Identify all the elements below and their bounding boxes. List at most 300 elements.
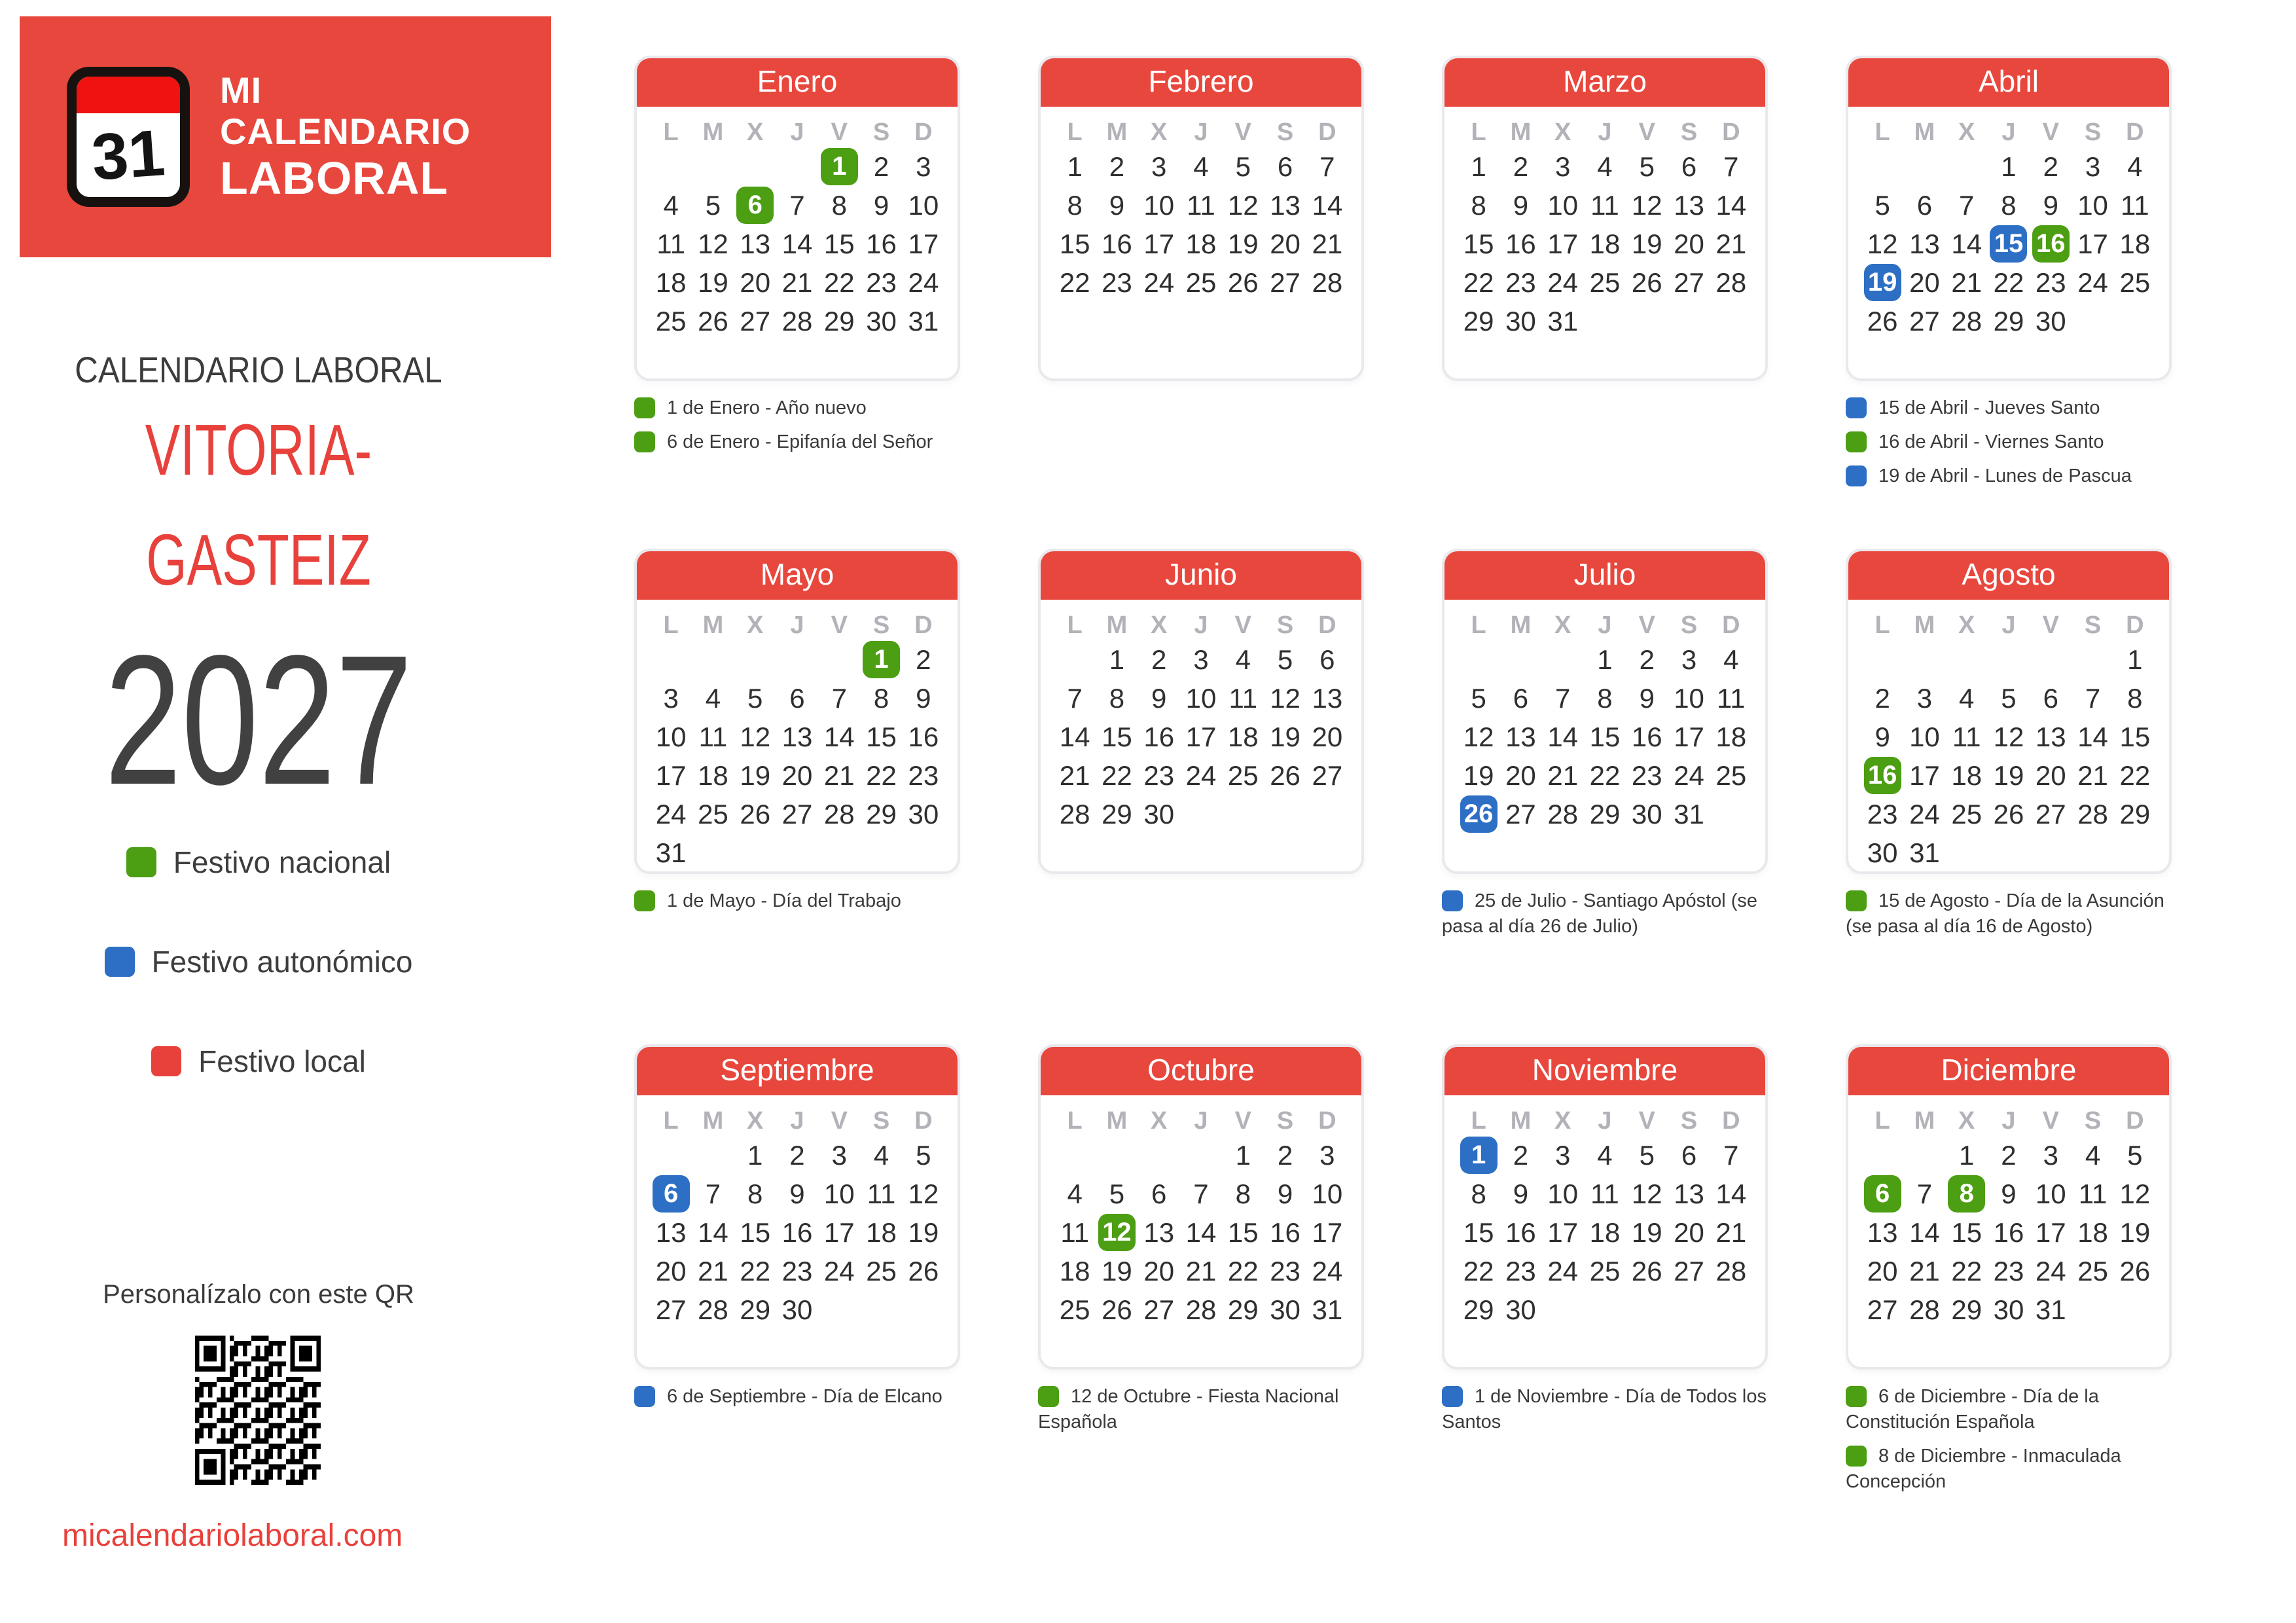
weekday-header: X — [1554, 118, 1571, 146]
day-cell: 11 — [1187, 189, 1215, 221]
legend-item-festivo-local — [151, 1044, 366, 1079]
day-cell: 13 — [655, 1216, 687, 1248]
day-cell: 25 — [2119, 266, 2151, 298]
holiday-color-swatch-icon — [634, 431, 655, 452]
day-cell: 5 — [1109, 1178, 1125, 1209]
weekday-header: L — [1471, 611, 1486, 639]
weekday-header: S — [2084, 118, 2102, 146]
day-cell: 17 — [1674, 721, 1704, 752]
weekday-row — [637, 117, 958, 147]
holiday-color-swatch-icon — [634, 1386, 655, 1407]
day-cell: 16 — [1143, 721, 1175, 752]
weekday-header: M — [1106, 118, 1128, 146]
day-cell: 21 — [2077, 759, 2108, 791]
day-cell: 16 — [1270, 1216, 1300, 1248]
day-cell: 26 — [698, 305, 728, 337]
day-cell: 10 — [1909, 721, 1940, 752]
day-cell: 1 — [1109, 644, 1125, 675]
weekday-header: S — [872, 1106, 890, 1135]
weekday-header: D — [1722, 611, 1740, 639]
day-cell: 26 — [1102, 1294, 1132, 1325]
day-cell: 12 — [1867, 228, 1898, 259]
month-card — [1442, 549, 1768, 874]
week-row — [1041, 795, 1361, 833]
week-row — [1848, 1290, 2169, 1329]
day-cell: 24 — [908, 266, 939, 298]
day-cell: 8 — [1235, 1178, 1251, 1209]
weekday-header: V — [831, 1106, 848, 1135]
weeks — [637, 1136, 958, 1329]
day-cell: 20 — [740, 266, 771, 298]
holiday-note — [1846, 1444, 2172, 1495]
day-cell: 16 — [781, 1216, 813, 1248]
weekday-header: S — [1276, 1106, 1294, 1135]
day-cell: 1 — [1597, 644, 1613, 675]
weeks — [1444, 1136, 1765, 1329]
weekday-header: J — [1598, 1106, 1612, 1135]
day-cell: 26 — [1227, 266, 1259, 298]
day-cell: 10 — [2035, 1178, 2066, 1209]
day-cell: 19 — [1993, 759, 2024, 791]
month-card — [634, 549, 960, 874]
day-cell: 3 — [2085, 151, 2101, 182]
day-cell: 8 — [831, 189, 847, 221]
weekday-header: D — [914, 118, 933, 146]
day-cell: 13 — [1909, 228, 1940, 259]
month-header — [1038, 56, 1364, 107]
day-cell: 31 — [1312, 1294, 1343, 1325]
month-block — [634, 549, 960, 1044]
day-cell: 24 — [1547, 266, 1579, 298]
day-cell: 6 — [1681, 151, 1697, 182]
day-cell: 15 — [1463, 228, 1494, 259]
month-header — [1442, 1044, 1768, 1095]
day-cell: 5 — [1639, 1139, 1655, 1171]
day-cell: 22 — [1463, 1255, 1494, 1286]
day-cell: 18 — [1059, 1255, 1090, 1286]
day-cell: 22 — [1059, 266, 1090, 298]
brand-line-3: LABORAL — [220, 152, 449, 204]
day-cell: 26 — [1631, 1255, 1662, 1286]
holiday-note — [634, 1384, 960, 1410]
month-block — [1442, 549, 1768, 1044]
day-cell: 4 — [1067, 1178, 1083, 1209]
weekday-header: M — [1106, 1106, 1128, 1135]
day-cell: 15 — [2119, 721, 2151, 752]
weekday-header: S — [1276, 611, 1294, 639]
week-row — [1848, 147, 2169, 186]
week-row — [1848, 833, 2169, 872]
day-cell: 3 — [1916, 682, 1933, 714]
day-cell: 25 — [866, 1255, 897, 1286]
day-cell-holiday — [734, 187, 776, 224]
holiday-note-text: 6 de Septiembre - Día de Elcano — [667, 1386, 942, 1407]
weekday-header: X — [1958, 118, 1975, 146]
month-card — [1846, 1044, 2172, 1370]
week-row — [637, 263, 958, 302]
day-cell: 30 — [1505, 1294, 1536, 1325]
day-cell: 27 — [781, 798, 813, 830]
day-cell: 24 — [1143, 266, 1175, 298]
day-cell: 7 — [1193, 1178, 1209, 1209]
day-cell: 13 — [1505, 721, 1536, 752]
red-swatch-icon — [151, 1046, 181, 1076]
weekday-header: J — [1194, 611, 1208, 639]
weekday-row — [637, 610, 958, 640]
month-card — [634, 1044, 960, 1370]
month-title: Enero — [757, 64, 838, 98]
day-cell: 26 — [1867, 305, 1898, 337]
day-cell: 10 — [823, 1178, 855, 1209]
weekday-row — [1848, 610, 2169, 640]
day-cell: 20 — [1505, 759, 1536, 791]
weekday-header: M — [702, 1106, 724, 1135]
day-cell: 20 — [2035, 759, 2066, 791]
day-cell: 13 — [1270, 189, 1300, 221]
day-cell: 23 — [1631, 759, 1662, 791]
day-cell: 23 — [1993, 1255, 2024, 1286]
week-row — [1444, 147, 1765, 186]
day-cell: 16 — [1102, 228, 1132, 259]
month-title: Febrero — [1148, 64, 1254, 98]
day-cell: 17 — [655, 759, 687, 791]
holiday-note-text: 25 de Julio - Santiago Apóstol (se pasa al día 26 de Julio) — [1442, 890, 1758, 938]
weekday-header: X — [1151, 118, 1168, 146]
weekday-header: J — [2001, 1106, 2016, 1135]
weekday-header: L — [1067, 1106, 1083, 1135]
day-cell: 7 — [1916, 1178, 1933, 1209]
day-cell: 4 — [1597, 151, 1613, 182]
week-row — [1848, 718, 2169, 756]
day-6-autonomic-chip: 6 — [653, 1175, 690, 1213]
day-cell: 12 — [2119, 1178, 2151, 1209]
day-cell: 20 — [1312, 721, 1343, 752]
holiday-color-swatch-icon — [1846, 890, 1867, 911]
week-row — [1041, 225, 1361, 263]
weeks — [1848, 147, 2169, 340]
month-notes — [634, 888, 960, 914]
day-cell: 24 — [1185, 759, 1217, 791]
weekday-header: X — [1554, 1106, 1571, 1135]
day-cell: 1 — [747, 1139, 763, 1171]
day-cell: 29 — [1951, 1294, 1982, 1325]
month-card — [1038, 549, 1364, 874]
day-cell: 13 — [1674, 189, 1704, 221]
month-header — [1846, 549, 2172, 600]
weekday-header: L — [1471, 1106, 1486, 1135]
day-cell: 27 — [1867, 1294, 1898, 1325]
month-card — [634, 56, 960, 381]
day-cell: 2 — [916, 644, 931, 675]
day-cell: 23 — [866, 266, 897, 298]
day-cell: 13 — [1867, 1216, 1898, 1248]
month-notes — [1038, 1384, 1364, 1435]
weekday-header: V — [2042, 611, 2059, 639]
holiday-color-swatch-icon — [1846, 465, 1867, 486]
day-cell: 14 — [1185, 1216, 1217, 1248]
day-cell: 7 — [1723, 151, 1739, 182]
day-cell: 11 — [1060, 1216, 1089, 1248]
day-cell-holiday — [1861, 1175, 1903, 1213]
day-cell: 2 — [873, 151, 889, 182]
day-cell: 28 — [1059, 798, 1090, 830]
month-title: Agosto — [1962, 557, 2056, 591]
week-row — [637, 795, 958, 833]
weeks — [637, 640, 958, 872]
week-row — [1041, 756, 1361, 795]
website-link[interactable]: micalendariolaboral.com — [62, 1518, 403, 1553]
day-cell: 22 — [740, 1255, 771, 1286]
day-cell: 1 — [2001, 151, 2017, 182]
day-cell: 3 — [916, 151, 931, 182]
day-cell: 16 — [1631, 721, 1662, 752]
week-row — [1444, 640, 1765, 679]
day-cell: 4 — [663, 189, 679, 221]
day-cell: 17 — [823, 1216, 855, 1248]
day-cell: 11 — [1952, 721, 1981, 752]
week-row — [1848, 1213, 2169, 1252]
day-cell: 10 — [1312, 1178, 1343, 1209]
day-cell: 21 — [1715, 1216, 1747, 1248]
day-cell: 7 — [1067, 682, 1083, 714]
holiday-note-text: 1 de Noviembre - Día de Todos los Santos — [1442, 1386, 1767, 1433]
day-cell: 23 — [1143, 759, 1175, 791]
city-line-1: VITORIA- — [145, 410, 372, 490]
day-cell: 30 — [866, 305, 897, 337]
week-row — [637, 1290, 958, 1329]
day-cell: 30 — [1993, 1294, 2024, 1325]
day-cell: 10 — [1185, 682, 1217, 714]
day-cell: 12 — [740, 721, 771, 752]
day-cell: 22 — [1993, 266, 2024, 298]
day-cell: 23 — [1867, 798, 1898, 830]
weekday-header: J — [790, 1106, 804, 1135]
weekday-header: D — [2126, 118, 2144, 146]
blue-swatch-icon — [105, 947, 135, 977]
weekday-header: X — [747, 118, 764, 146]
day-cell: 5 — [747, 682, 763, 714]
day-cell: 14 — [2077, 721, 2108, 752]
month-header — [1846, 56, 2172, 107]
day-cell: 3 — [1555, 1139, 1571, 1171]
week-row — [1848, 186, 2169, 225]
day-8-national-chip: 8 — [1948, 1175, 1985, 1213]
week-row — [1041, 1290, 1361, 1329]
weekday-header: J — [1598, 118, 1612, 146]
weekday-header: S — [872, 118, 890, 146]
day-cell: 10 — [2077, 189, 2108, 221]
weekday-row — [1041, 610, 1361, 640]
day-cell: 18 — [866, 1216, 897, 1248]
day-cell: 15 — [1227, 1216, 1259, 1248]
day-cell: 8 — [1109, 682, 1125, 714]
day-cell: 25 — [1589, 1255, 1621, 1286]
day-cell: 12 — [908, 1178, 939, 1209]
month-block — [1846, 56, 2172, 549]
day-cell: 3 — [1193, 644, 1209, 675]
weekday-header: L — [663, 118, 679, 146]
day-cell: 8 — [2127, 682, 2143, 714]
day-cell: 11 — [698, 721, 728, 752]
day-cell: 9 — [1513, 1178, 1529, 1209]
day-cell: 9 — [873, 189, 889, 221]
week-row — [637, 1252, 958, 1290]
holiday-note — [1038, 1384, 1364, 1435]
day-cell: 8 — [1067, 189, 1083, 221]
month-card — [1442, 56, 1768, 381]
holiday-note — [1846, 395, 2172, 421]
day-cell: 22 — [866, 759, 897, 791]
day-cell: 23 — [2035, 266, 2066, 298]
month-block — [1442, 56, 1768, 549]
month-header — [634, 56, 960, 107]
month-title: Marzo — [1563, 64, 1647, 98]
qr-code — [195, 1336, 321, 1485]
day-1-autonomic-chip: 1 — [1460, 1137, 1498, 1174]
day-cell: 8 — [1471, 189, 1486, 221]
weeks — [1041, 640, 1361, 833]
month-header — [1038, 549, 1364, 600]
day-1-national-chip: 1 — [821, 148, 858, 185]
weekday-header: D — [1318, 1106, 1336, 1135]
day-cell: 25 — [1185, 266, 1217, 298]
day-6-national-chip: 6 — [736, 187, 774, 224]
day-12-national-chip: 12 — [1098, 1214, 1136, 1251]
week-row — [637, 225, 958, 263]
day-cell: 28 — [698, 1294, 728, 1325]
week-row — [1444, 679, 1765, 718]
city-name — [70, 395, 448, 615]
holiday-note — [1442, 1384, 1768, 1435]
day-cell: 2 — [1109, 151, 1125, 182]
week-row — [1848, 302, 2169, 340]
day-cell: 20 — [1674, 1216, 1704, 1248]
weekday-row — [1444, 117, 1765, 147]
week-row — [1041, 718, 1361, 756]
week-row — [1444, 302, 1765, 340]
day-cell-holiday — [1861, 264, 1903, 301]
day-cell: 21 — [1715, 228, 1747, 259]
day-cell: 14 — [1547, 721, 1579, 752]
day-cell: 28 — [1715, 1255, 1747, 1286]
week-row — [637, 302, 958, 340]
day-cell: 26 — [1993, 798, 2024, 830]
month-block — [1038, 549, 1364, 1044]
day-cell: 3 — [1681, 644, 1697, 675]
month-header — [634, 1044, 960, 1095]
day-cell: 29 — [1227, 1294, 1259, 1325]
day-cell: 25 — [1059, 1294, 1090, 1325]
week-row — [1444, 1252, 1765, 1290]
month-notes — [634, 395, 960, 455]
day-cell-holiday — [1096, 1214, 1138, 1251]
day-cell: 17 — [2035, 1216, 2066, 1248]
day-cell: 20 — [1270, 228, 1300, 259]
week-row — [1041, 186, 1361, 225]
day-cell: 5 — [1471, 682, 1486, 714]
day-cell: 4 — [1597, 1139, 1613, 1171]
day-cell: 29 — [1589, 798, 1621, 830]
day-cell: 18 — [1185, 228, 1217, 259]
holiday-note-text: 1 de Enero - Año nuevo — [667, 397, 867, 418]
month-title: Junio — [1165, 557, 1237, 591]
holiday-color-swatch-icon — [1846, 431, 1867, 452]
day-cell: 26 — [740, 798, 771, 830]
day-cell: 6 — [1681, 1139, 1697, 1171]
holiday-note-text: 6 de Enero - Epifanía del Señor — [667, 431, 933, 453]
day-cell: 26 — [1631, 266, 1662, 298]
holiday-color-swatch-icon — [1442, 1386, 1463, 1407]
month-card — [1038, 1044, 1364, 1370]
day-cell: 4 — [1959, 682, 1975, 714]
month-notes — [1442, 1384, 1768, 1435]
day-cell: 9 — [1109, 189, 1125, 221]
day-cell: 28 — [2077, 798, 2108, 830]
day-cell: 1 — [1959, 1139, 1975, 1171]
day-cell: 29 — [1463, 1294, 1494, 1325]
day-cell: 14 — [823, 721, 855, 752]
day-cell: 10 — [1143, 189, 1175, 221]
holiday-color-swatch-icon — [634, 890, 655, 911]
month-notes — [1846, 395, 2172, 489]
day-cell-holiday — [860, 641, 902, 678]
day-cell-holiday — [650, 1175, 692, 1213]
holiday-note — [634, 888, 960, 914]
month-title: Noviembre — [1532, 1053, 1678, 1087]
day-cell: 11 — [1229, 682, 1258, 714]
day-cell: 27 — [1674, 1255, 1704, 1286]
day-cell: 21 — [1185, 1255, 1217, 1286]
day-cell: 25 — [1715, 759, 1747, 791]
day-cell: 31 — [2035, 1294, 2066, 1325]
day-cell: 20 — [781, 759, 813, 791]
day-cell: 29 — [1463, 305, 1494, 337]
week-row — [637, 679, 958, 718]
day-cell: 27 — [1270, 266, 1300, 298]
holiday-note-text: 15 de Agosto - Día de la Asunción (se pasa al día 16 de Agosto) — [1846, 890, 2164, 938]
day-cell-holiday — [1861, 757, 1903, 794]
brand-line-2: CALENDARIO — [220, 110, 471, 152]
day-cell: 20 — [1143, 1255, 1175, 1286]
day-cell: 9 — [1639, 682, 1655, 714]
legend-item-festivo-nacional — [126, 845, 391, 880]
day-cell: 7 — [2085, 682, 2101, 714]
day-cell: 3 — [2043, 1139, 2058, 1171]
day-cell: 31 — [1674, 798, 1704, 830]
day-cell: 31 — [1547, 305, 1579, 337]
day-cell: 26 — [1270, 759, 1300, 791]
day-cell: 2 — [2001, 1139, 2017, 1171]
day-cell: 28 — [1547, 798, 1579, 830]
day-cell: 21 — [1312, 228, 1343, 259]
month-block — [1038, 56, 1364, 549]
calendar-icon-red-band — [77, 77, 180, 113]
day-cell: 30 — [908, 798, 939, 830]
holiday-note — [634, 395, 960, 421]
month-header — [634, 549, 960, 600]
day-cell: 8 — [2001, 189, 2017, 221]
weekday-header: J — [790, 611, 804, 639]
day-cell: 6 — [1513, 682, 1529, 714]
holiday-note — [1846, 888, 2172, 939]
day-cell: 30 — [1631, 798, 1662, 830]
day-cell: 9 — [1151, 682, 1167, 714]
weekday-header: D — [914, 1106, 933, 1135]
day-cell: 15 — [1102, 721, 1132, 752]
week-row — [637, 186, 958, 225]
weekday-header: M — [1914, 1106, 1935, 1135]
month-title: Diciembre — [1941, 1053, 2077, 1087]
